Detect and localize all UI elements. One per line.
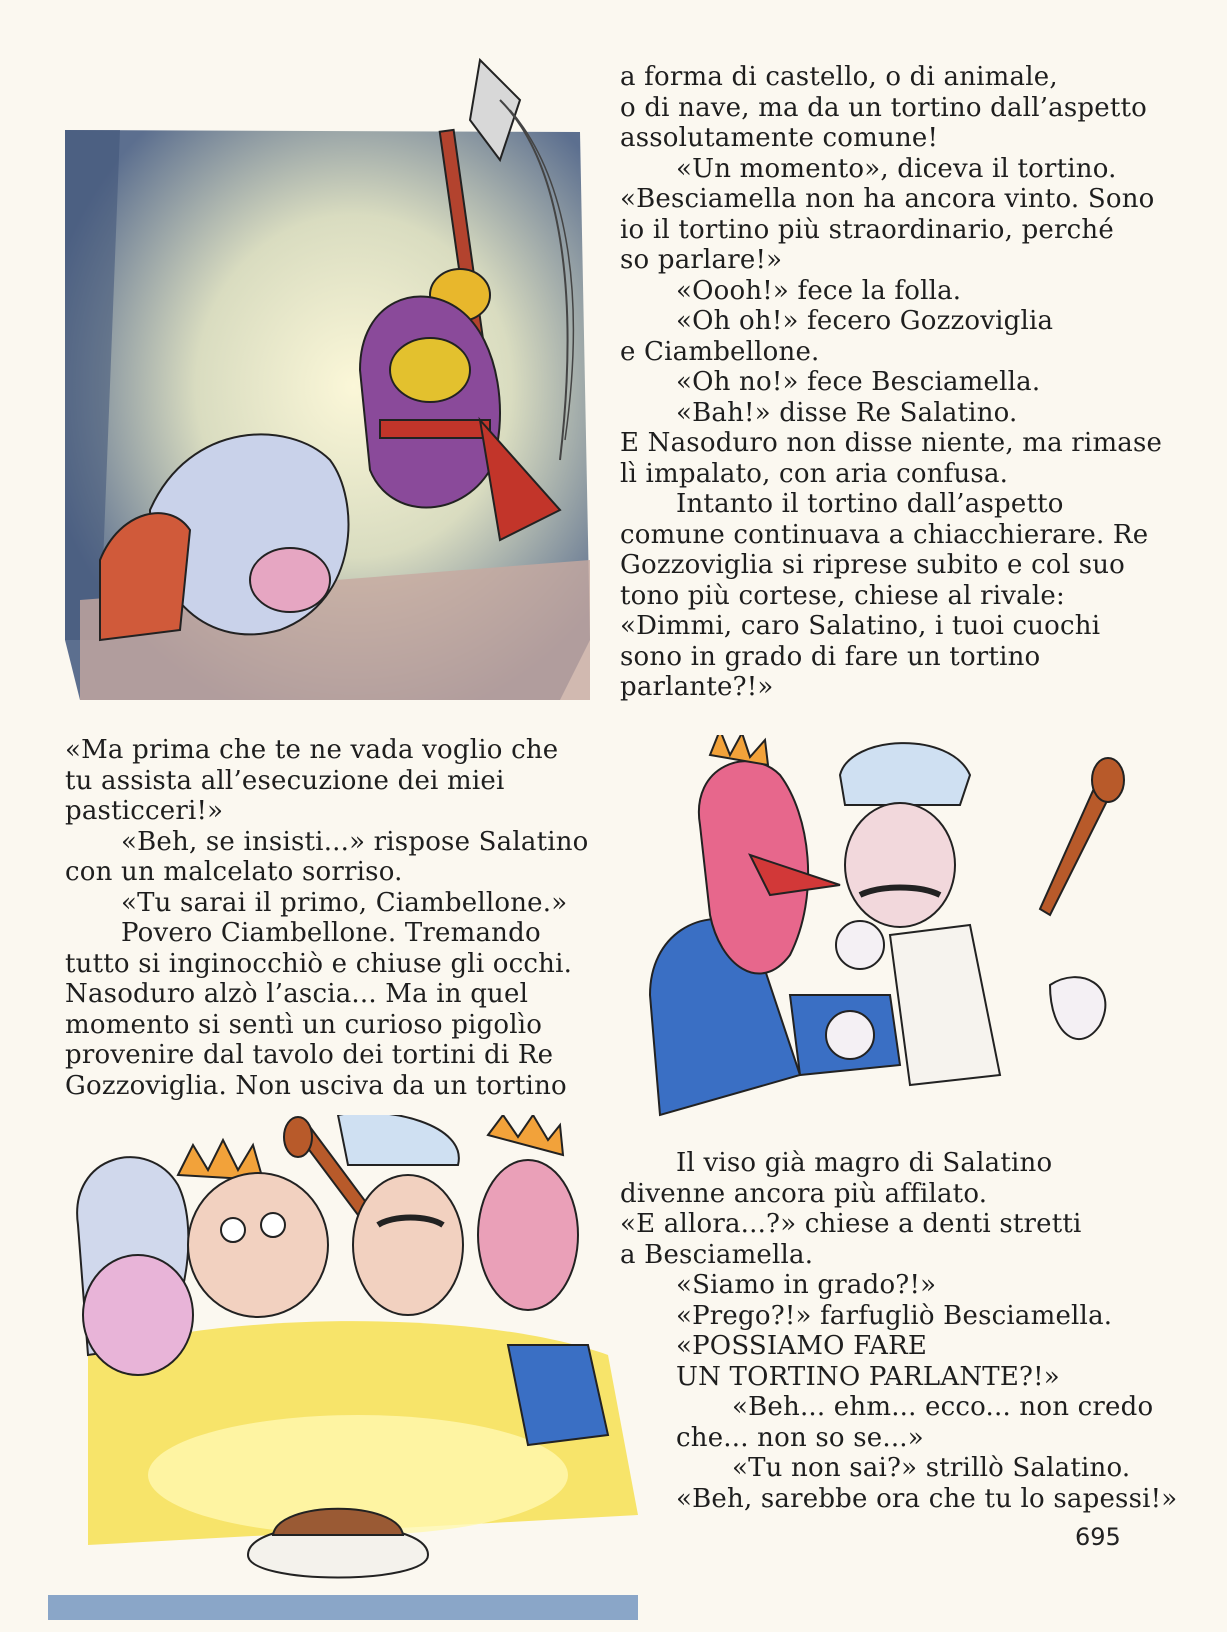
text-line: e Ciambellone. [620, 336, 820, 367]
text-line: «Beh, sarebbe ora che tu lo sapessi!» [676, 1483, 1178, 1514]
text-line: che... non so se...» [676, 1422, 924, 1453]
text-line: «Prego?!» farfugliò Besciamella. [676, 1300, 1113, 1331]
text-line: «Tu non sai?» strillò Salatino. [732, 1453, 1131, 1483]
page-number: 695 [1075, 1523, 1121, 1551]
text-line: divenne ancora più affilato. [620, 1178, 988, 1209]
text-line: Nasoduro alzò l’ascia... Ma in quel [65, 979, 529, 1009]
text-line: «Bah!» disse Re Salatino. [676, 397, 1018, 428]
text-line: Il viso già magro di Salatino [676, 1148, 1053, 1178]
text-line: so parlare!» [620, 245, 783, 275]
executioner-illustration [60, 40, 600, 720]
text-line: Gozzoviglia. Non usciva da un tortino [65, 1070, 567, 1101]
text-line: a forma di castello, o di animale, [620, 62, 1058, 92]
text-line: «POSSIAMO FARE [676, 1331, 928, 1361]
text-line: «Un momento», diceva il tortino. [676, 153, 1117, 184]
text-column-right-top [620, 62, 1162, 703]
text-line: «Oooh!» fece la folla. [676, 275, 962, 306]
text-line: tono più cortese, chiese al rivale: [620, 580, 1065, 611]
text-line: «Besciamella non ha ancora vinto. Sono [620, 184, 1155, 214]
text-line: con un malcelato sorriso. [65, 857, 403, 887]
king-and-chef-illustration [630, 735, 1190, 1135]
text-line: tutto si inginocchiò e chiuse gli occhi. [65, 948, 573, 979]
text-line: assolutamente comune! [620, 123, 939, 153]
text-column-right-bottom [620, 1148, 1177, 1514]
text-line: «Dimmi, caro Salatino, i tuoi cuochi [620, 611, 1101, 641]
text-line: io il tortino più straordinario, perché [620, 214, 1114, 245]
text-line: UN TORTINO PARLANTE?!» [676, 1361, 1060, 1392]
text-line: «Beh, se insisti...» rispose Salatino [121, 826, 589, 857]
text-line: «Beh... ehm... ecco... non credo [732, 1392, 1154, 1422]
text-line: provenire dal tavolo dei tortini di Re [65, 1040, 554, 1070]
text-line: lì impalato, con aria confusa. [620, 458, 1009, 489]
text-line: «Siamo in grado?!» [676, 1270, 937, 1300]
text-column-left-middle [65, 735, 589, 1101]
kings-around-pie-illustration [48, 1115, 638, 1620]
text-line: «Tu sarai il primo, Ciambellone.» [121, 887, 568, 918]
text-line: pasticceri!» [65, 796, 224, 826]
text-line: comune continuava a chiacchierare. Re [620, 519, 1149, 550]
text-line: momento si sentì un curioso pigolìo [65, 1009, 543, 1040]
text-line: sono in grado di fare un tortino [620, 641, 1041, 672]
text-line: a Besciamella. [620, 1239, 814, 1270]
text-line: «Oh oh!» fecero Gozzoviglia [676, 306, 1054, 336]
text-line: o di nave, ma da un tortino dall’aspetto [620, 92, 1147, 123]
text-line: Povero Ciambellone. Tremando [121, 918, 541, 948]
text-line: Gozzoviglia si riprese subito e col suo [620, 550, 1126, 580]
text-line: parlante?!» [620, 672, 774, 702]
text-line: E Nasoduro non disse niente, ma rimase [620, 428, 1163, 458]
text-line: Intanto il tortino dall’aspetto [676, 489, 1064, 519]
text-line: «Oh no!» fece Besciamella. [676, 367, 1041, 397]
text-line: tu assista all’esecuzione dei miei [65, 765, 505, 796]
text-line: «Ma prima che te ne vada voglio che [65, 735, 559, 765]
text-line: «E allora...?» chiese a denti stretti [620, 1209, 1082, 1239]
